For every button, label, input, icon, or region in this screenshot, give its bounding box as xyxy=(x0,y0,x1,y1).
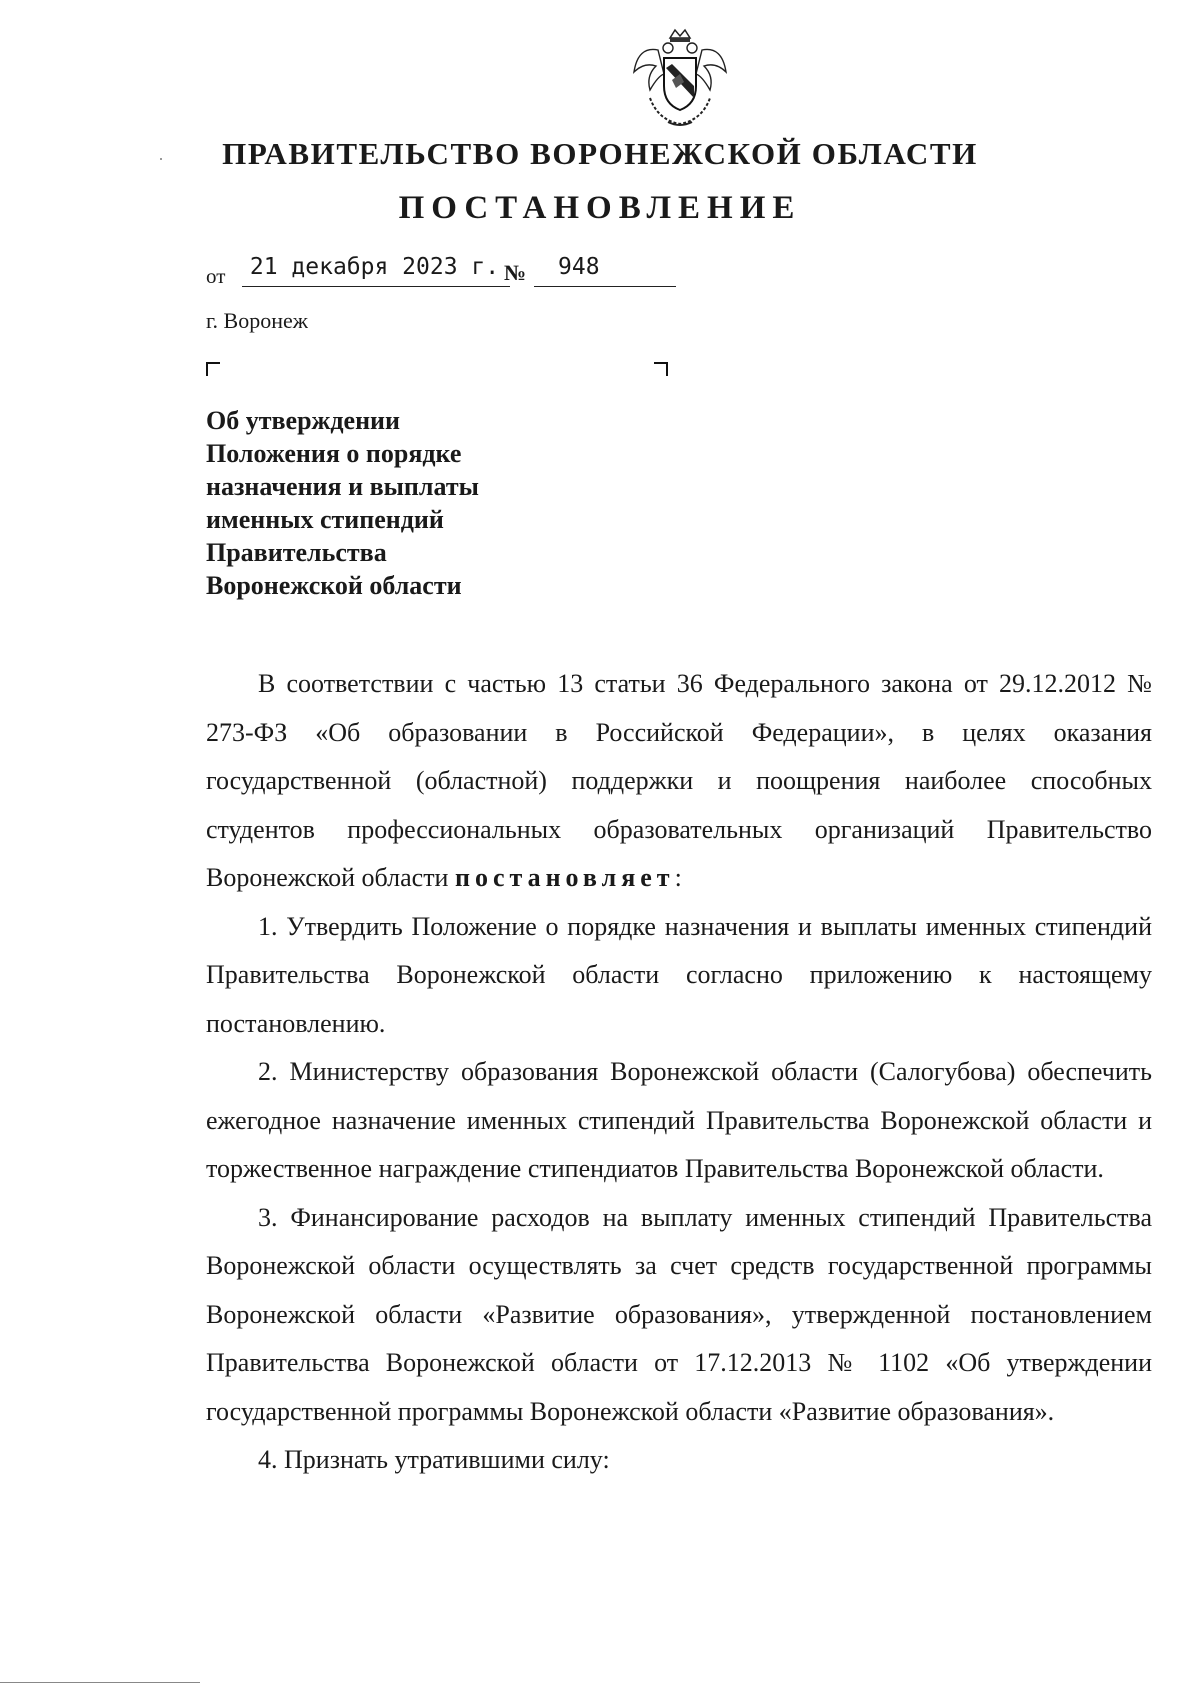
organization-heading: ПРАВИТЕЛЬСТВО ВОРОНЕЖСКОЙ ОБЛАСТИ xyxy=(222,136,978,171)
city: г. Воронеж xyxy=(206,308,308,333)
item-3-paragraph: 3. Финансирование расходов на выплату именных стипендий Правительства Воронежской области осуществлять за счет средств государственной программы Воронежской области «Развитие образования», утвержденной постановлением Правительства Воронежской области от 17.12.2013 № 1102 «Об утверждении государственной программы Воронежской области «Развитие образования». xyxy=(206,1202,1152,1426)
title-line: назначения и выплаты xyxy=(206,472,479,501)
title-line: Положения о порядке xyxy=(206,439,462,468)
preamble-paragraph xyxy=(206,660,1152,903)
document-date-value: 21 декабря 2023 г. xyxy=(249,254,500,280)
resolves-word: постановляет xyxy=(454,863,675,892)
date-prefix: от xyxy=(206,264,226,288)
number-underline xyxy=(534,286,676,287)
title-line: именных стипендий xyxy=(206,505,444,534)
coat-of-arms-emblem xyxy=(628,28,732,132)
document-body xyxy=(206,660,1152,1485)
document-number: 948 xyxy=(558,254,600,280)
bottom-rule xyxy=(0,1682,200,1683)
title-line: Об утверждении xyxy=(206,406,401,435)
title-corner-left xyxy=(206,362,220,376)
resolves-suffix: : xyxy=(674,863,682,892)
date-number-line xyxy=(206,254,676,288)
title-line: Воронежской области xyxy=(206,571,462,600)
number-prefix: № xyxy=(504,260,527,285)
date-underline xyxy=(242,286,510,287)
document-date xyxy=(236,254,710,280)
preamble-text: В соответствии с частью 13 статьи 36 Федерального закона от 29.12.2012 № 273-ФЗ «Об образовании в Российской Федерации», в целях оказания государственной (областной) поддержки и поощрения наиболее способных студентов профессиональных образовательных организаций Правительство Воронежской области xyxy=(206,669,1152,892)
title-line: Правительства xyxy=(206,538,387,567)
title-corner-right xyxy=(654,362,668,376)
document-title xyxy=(206,404,626,602)
item-1-paragraph: 1. Утвердить Положение о порядке назначения и выплаты именных стипендий Правительства Воронежской области согласно приложению к настоящему постановлению. xyxy=(206,911,1152,1038)
item-4-paragraph: 4. Признать утратившими силу: xyxy=(258,1445,610,1474)
item-2-paragraph: 2. Министерству образования Воронежской области (Салогубова) обеспечить ежегодное назначение именных стипендий Правительства Воронежской области и торжественное награждение стипендиатов Правительства Воронежской области. xyxy=(206,1057,1152,1183)
document-type-heading: ПОСТАНОВЛЕНИЕ xyxy=(398,190,802,226)
